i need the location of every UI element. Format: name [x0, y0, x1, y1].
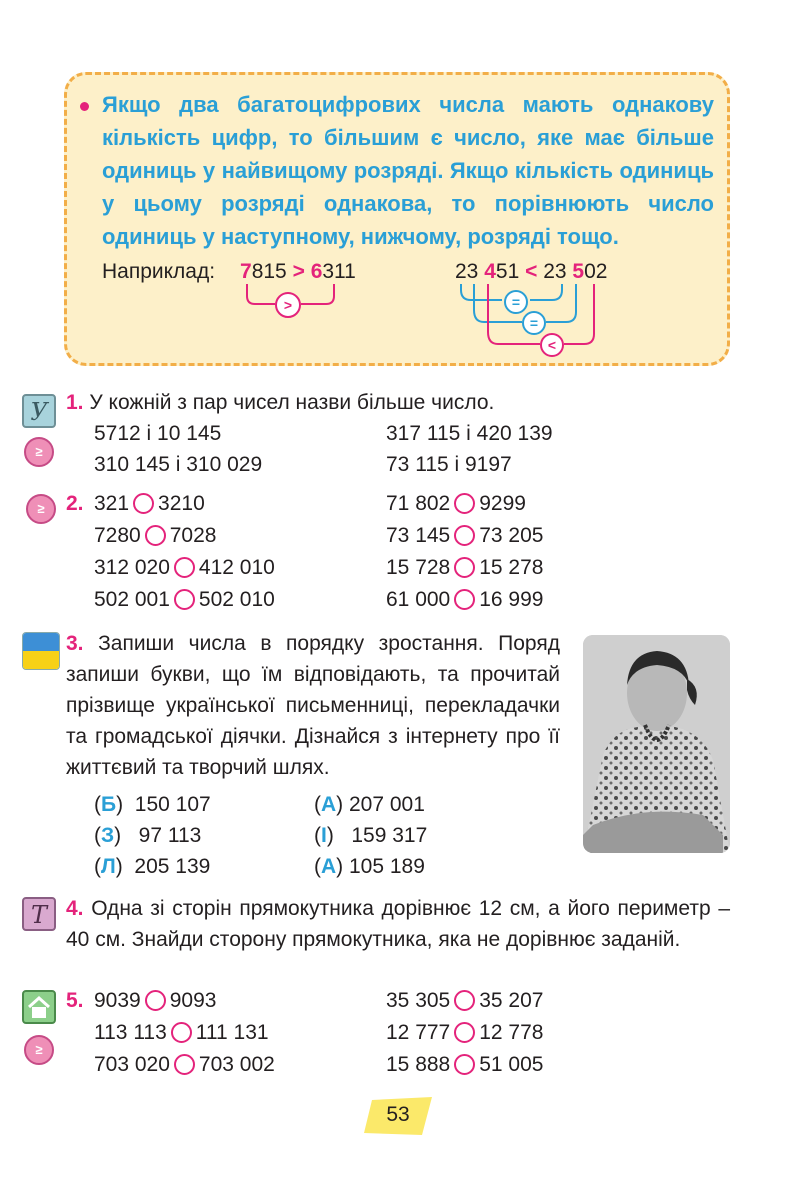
example-1: 7815 > 6311: [240, 260, 356, 283]
compare-circle[interactable]: [454, 525, 475, 546]
task-3-item-5: (Л) 205 139: [94, 855, 211, 878]
task-3-item-6: (А) 105 189: [314, 855, 425, 878]
example-2-bracket: [450, 282, 620, 362]
task-2-row-3-left: 312 020 412 010: [94, 556, 275, 579]
compare-circle[interactable]: [454, 493, 475, 514]
example-2-bubble-1: =: [511, 294, 521, 310]
compare-circle[interactable]: [454, 557, 475, 578]
task-2-row-2-left: 7280 7028: [94, 524, 217, 547]
task-3-item-2: (А) 207 001: [314, 793, 425, 816]
task-3-item-4: (І) 159 317: [314, 824, 428, 847]
rule-text: Якщо два багатоцифрових числа мають однакову кількість цифр, то більшим є число, яке має більше одиниць у найвищому розряді. Якщо кількість одиниць у цьому розряді однакова, то порівнюють число одиниць у наступному, нижчому, розряді тощо.: [102, 92, 714, 249]
task-5-row-3-left: 703 020 703 002: [94, 1053, 275, 1076]
compare-badge-icon: ≥: [24, 1035, 54, 1065]
task-4-text: 4. Одна зі сторін прямокутника дорівнює 12 см, а його периметр – 40 см. Знайди сторону прямокутника, яка не дорівнює заданій.: [66, 897, 730, 951]
compare-badge-icon: ≥: [24, 437, 54, 467]
example-2-bubble-2: =: [529, 315, 539, 331]
task-2-number: 2.: [66, 492, 84, 515]
compare-circle[interactable]: [133, 493, 154, 514]
page-number: 53: [362, 1097, 434, 1137]
example-label: Наприклад:: [102, 260, 216, 283]
oral-task-icon: У: [22, 394, 56, 428]
example-2-bubble-3: <: [547, 337, 557, 353]
task-2-row-3-right: 15 728 15 278: [386, 556, 544, 579]
written-task-icon: Т: [22, 897, 56, 931]
task-2-row-2-right: 73 145 73 205: [386, 524, 544, 547]
task-5-row-3-right: 15 888 51 005: [386, 1053, 544, 1076]
compare-circle[interactable]: [171, 1022, 192, 1043]
task-2-row-4-right: 61 000 16 999: [386, 588, 544, 611]
compare-circle[interactable]: [454, 1054, 475, 1075]
task-3-item-1: (Б) 150 107: [94, 793, 211, 816]
task-3-item-3: (З) 97 113: [94, 824, 202, 847]
ukraine-flag-icon: [22, 632, 60, 670]
task-5-row-1-left: 9039 9093: [94, 989, 217, 1012]
example-1-bubble: >: [283, 297, 293, 313]
task-5-row-2-right: 12 777 12 778: [386, 1021, 544, 1044]
task-5-row-2-left: 113 113 111 131: [94, 1021, 269, 1044]
writer-portrait: [583, 635, 730, 853]
compare-circle[interactable]: [454, 1022, 475, 1043]
task-5-row-1-right: 35 305 35 207: [386, 989, 544, 1012]
compare-badge-icon: ≥: [26, 494, 56, 524]
task-2-row-1-right: 71 802 9299: [386, 492, 526, 515]
compare-circle[interactable]: [454, 990, 475, 1011]
homework-house-icon: [22, 990, 56, 1024]
task-2-row-4-left: 502 001 502 010: [94, 588, 275, 611]
task-1-pair-1: 5712 і 10 145: [94, 422, 222, 445]
example-1-bracket: [236, 282, 346, 322]
task-5-number: 5.: [66, 989, 84, 1012]
task-1-pair-2: 317 115 і 420 139: [386, 422, 553, 445]
compare-circle[interactable]: [174, 1054, 195, 1075]
rule-bullet: [80, 102, 89, 111]
compare-circle[interactable]: [454, 589, 475, 610]
compare-circle[interactable]: [174, 589, 195, 610]
compare-circle[interactable]: [174, 557, 195, 578]
compare-circle[interactable]: [145, 990, 166, 1011]
example-2: 23 451 < 23 502: [455, 260, 608, 283]
task-1-header: 1. У кожній з пар чисел назви більше число.: [66, 391, 495, 414]
task-3-text: 3. Запиши числа в порядку зростання. Поряд запиши букви, що їм відповідають, та прочитай прізвище української письменниці, перекладачки та громадської діячки. Дізнайся з інтернету про її життєвий та творчий шлях.: [66, 632, 560, 779]
task-2-row-1-left: 321 3210: [94, 492, 205, 515]
task-1-pair-4: 73 115 і 9197: [386, 453, 512, 476]
task-1-pair-3: 310 145 і 310 029: [94, 453, 263, 476]
compare-circle[interactable]: [145, 525, 166, 546]
